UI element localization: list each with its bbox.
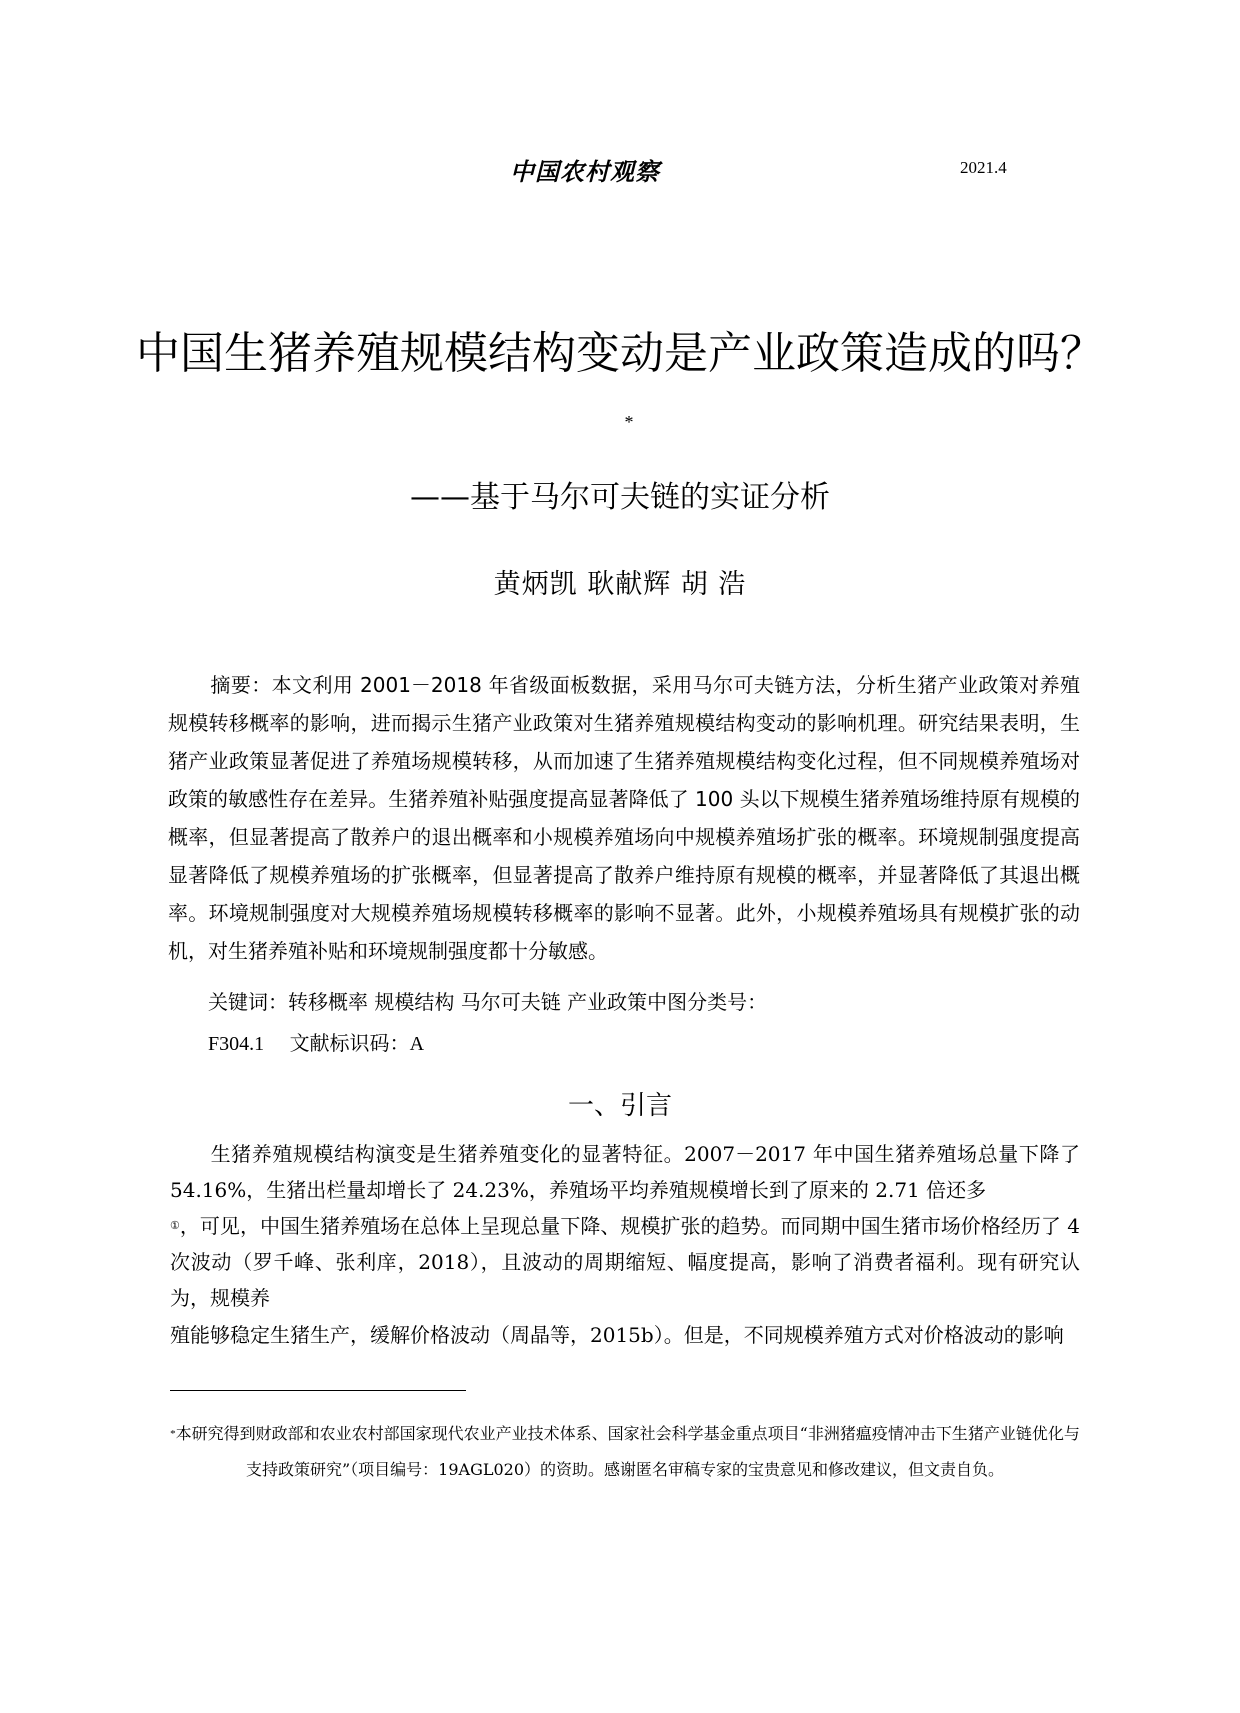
footnote [170,1416,1080,1488]
keywords: 关键词：转移概率 规模结构 马尔可夫链 产业政策中图分类号： [208,990,768,1014]
article-subtitle: ——基于马尔可夫链的实证分析 [410,480,830,515]
journal-name: 中国农村观察 [510,158,660,186]
class-code: F304.1 [208,1033,265,1055]
section-heading: 一、引言 [567,1091,672,1121]
intro-text-a: 生猪养殖规模结构演变是生猪养殖变化的显著特征。2007－2017 年中国生猪养殖场总量下降了 54.16%，生猪出栏量却增长了 24.23%，养殖场平均养殖规模增长到了原来的 2.71 倍还多 [170,1142,1080,1202]
doc-code-label: 文献标识码： [289,1031,410,1055]
intro-paragraph-continued: 殖能够稳定生猪生产，缓解价格波动（周晶等，2015b）。但是，不同规模养殖方式对价格波动的影响 [170,1323,1064,1347]
title-footnote-mark: * [624,412,634,432]
doc-code: A [409,1033,425,1055]
title-text: 中国生猪养殖规模结构变动是产业政策造成的吗？ [136,328,1104,379]
footnote-mark: * [170,1428,176,1440]
authors: 黄炳凯 耿献辉 胡 浩 [493,569,747,600]
abstract-text: 摘要：本文利用 2001－2018 年省级面板数据，采用马尔可夫链方法，分析生猪产业政策对养殖规模转移概率的影响，进而揭示生猪产业政策对生猪养殖规模结构变动的影响机理。研究结果表明，生猪产业政策显著促进了养殖场规模转移，从而加速了生猪养殖规模结构变化过程，但不同规模养殖场对政策的敏感性存在差异。生猪养殖补贴强度提高显著降低了 100 头以下规模生猪养殖场维持原有规模的概率，但显著提高了散养户的退出概率和小规模养殖场向中规模养殖场扩张的概率。环境规制强度提高显著降低了规模养殖场的扩张概率，但显著提高了散养户维持原有规模的概率，并显著降低了其退出概率。环境规制强度对大规模养殖场规模转移概率的影响不显著。此外，小规模养殖场具有规模扩张的动机，对生猪养殖补贴和环境规制强度都十分敏感。 [168,673,1080,963]
classification-line [208,1027,424,1056]
article-title [130,318,1110,462]
footnote-text: 本研究得到财政部和农业农村部国家现代农业产业技术体系、国家社会科学基金重点项目“非洲猪瘟疫情冲击下生猪产业链优化与支持政策研究”（项目编号：19AGL020）的资助。感谢匿名审稿专家的宝贵意见和修改建议，但文责自负。 [175,1424,1080,1479]
footnote-divider [170,1390,466,1391]
intro-paragraph [170,1136,1080,1316]
intro-text-b: ，可见，中国生猪养殖场在总体上呈现总量下降、规模扩张的趋势。而同期中国生猪市场价格经历了 4 次波动（罗千峰、张利庠，2018），且波动的周期缩短、幅度提高，影响了消费者福利。现有研究认为，规模养 [170,1214,1080,1310]
abstract [168,666,1080,970]
footnote-ref: ① [170,1220,180,1232]
issue-number: 2021.4 [960,158,1007,177]
